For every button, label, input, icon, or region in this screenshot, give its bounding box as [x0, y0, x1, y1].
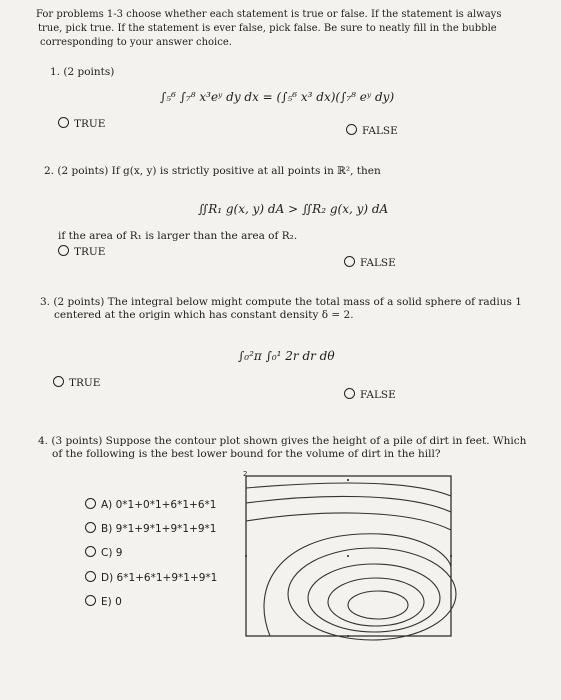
- q3-false-option[interactable]: [344, 388, 396, 401]
- q4-choice-d[interactable]: [85, 571, 217, 584]
- q4-choice-a-bubble[interactable]: [85, 498, 96, 509]
- q4-choice-e-bubble[interactable]: [85, 595, 96, 606]
- q4-line-2: of the following is the best lower bound for the volume of dirt in the hill?: [52, 448, 441, 460]
- q1-false-label: FALSE: [362, 125, 398, 137]
- q2-true-bubble[interactable]: [58, 245, 69, 256]
- q4-line-1: 4. (3 points) Suppose the contour plot shown gives the height of a pile of dirt in feet. Which: [38, 435, 527, 447]
- q1-equation: ∫₅⁶ ∫₇⁸ x³eʸ dy dx = (∫₅⁶ x³ dx)(∫₇⁸ eʸ dy): [160, 90, 395, 104]
- q3-false-label: FALSE: [360, 389, 396, 401]
- q4-choice-c-label: C) 9: [101, 547, 123, 559]
- q3-true-label: TRUE: [69, 377, 101, 389]
- q4-choice-c-bubble[interactable]: [85, 546, 96, 557]
- q3-false-bubble[interactable]: [344, 388, 355, 399]
- q3-line-2: centered at the origin which has constant density δ = 2.: [54, 309, 354, 321]
- q4-choice-b[interactable]: [85, 522, 216, 535]
- q2-false-bubble[interactable]: [344, 256, 355, 267]
- q3-equation: ∫₀²π ∫₀¹ 2r dr dθ: [238, 349, 335, 363]
- contour-line-8: [348, 591, 408, 619]
- contour-plot-y-label: 2: [243, 470, 248, 478]
- q1-true-bubble[interactable]: [58, 117, 69, 128]
- q4-choice-b-bubble[interactable]: [85, 522, 96, 533]
- q4-choice-a[interactable]: [85, 498, 216, 511]
- contour-line-1: [246, 483, 451, 496]
- q2-equation: ∬R₁ g(x, y) dA > ∬R₂ g(x, y) dA: [198, 202, 389, 216]
- q2-true-option[interactable]: [58, 245, 105, 258]
- contour-line-2: [246, 496, 451, 512]
- q4-choice-d-label: D) 6*1+6*1+9*1+9*1: [101, 572, 218, 584]
- q4-choice-c[interactable]: [85, 546, 122, 559]
- q2-false-option[interactable]: [344, 256, 396, 269]
- instructions-line-3: corresponding to your answer choice.: [40, 37, 232, 48]
- q4-choice-d-bubble[interactable]: [85, 571, 96, 582]
- q3-true-option[interactable]: [53, 376, 100, 389]
- q4-choice-e-label: E) 0: [101, 596, 122, 608]
- q1-true-label: TRUE: [74, 118, 106, 130]
- contour-line-6: [308, 564, 440, 632]
- q3-line-1: 3. (2 points) The integral below might compute the total mass of a solid sphere of radius 1: [40, 296, 522, 308]
- q2-condition: if the area of R₁ is larger than the area of R₂.: [58, 230, 298, 242]
- q4-choice-e[interactable]: [85, 595, 122, 608]
- q4-choice-a-label: A) 0*1+0*1+6*1+6*1: [101, 499, 217, 511]
- contour-lines: [246, 483, 456, 640]
- q1-true-option[interactable]: [58, 117, 105, 130]
- q1-false-option[interactable]: [346, 124, 398, 137]
- q1-false-bubble[interactable]: [346, 124, 357, 135]
- contour-line-3: [246, 513, 451, 530]
- instructions-line-1: For problems 1-3 choose whether each statement is true or false. If the statement is always: [36, 9, 502, 20]
- instructions-line-2: true, pick true. If the statement is ever false, pick false. Be sure to neatly fill in the bubble: [38, 23, 497, 34]
- q2-heading: 2. (2 points) If g(x, y) is strictly positive at all points in ℝ², then: [44, 165, 381, 177]
- q4-choice-b-label: B) 9*1+9*1+9*1+9*1: [101, 523, 217, 535]
- q1-heading: 1. (2 points): [50, 66, 115, 78]
- q3-true-bubble[interactable]: [53, 376, 64, 387]
- q2-true-label: TRUE: [74, 246, 106, 258]
- q2-false-label: FALSE: [360, 257, 396, 269]
- contour-plot: [236, 468, 466, 646]
